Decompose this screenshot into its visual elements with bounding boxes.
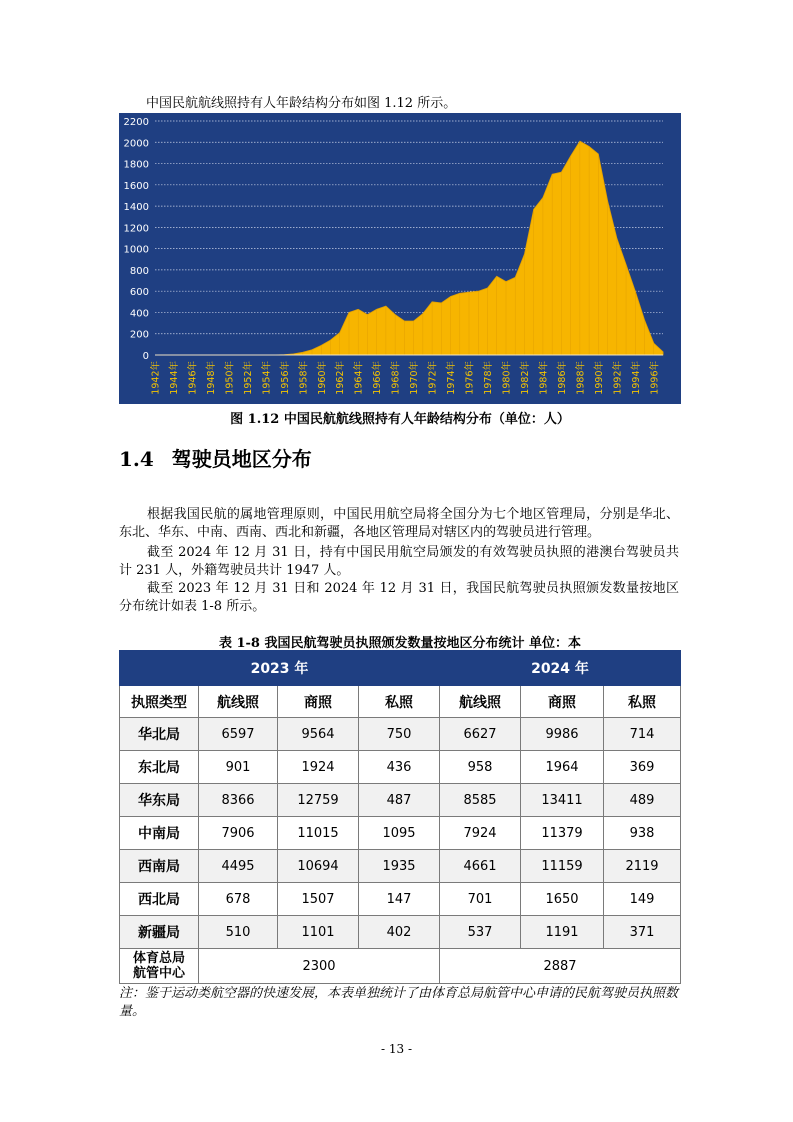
row-label: 华东局 <box>120 784 199 817</box>
x-tick-label: 1978年 <box>483 361 495 395</box>
paragraph-3: 截至 2023 年 12 月 31 日和 2024 年 12 月 31 日，我国民航驾驶员执照颁发数量按地区分布统计如表 1-8 所示。 <box>119 581 679 614</box>
x-tick-label: 1970年 <box>409 361 421 395</box>
table-cell: 938 <box>604 817 681 850</box>
table-cell: 958 <box>440 751 521 784</box>
table-row <box>120 817 681 850</box>
table-cell: 7906 <box>199 817 278 850</box>
row-label: 新疆局 <box>120 916 199 949</box>
age-distribution-chart <box>119 113 681 404</box>
table-cell: 1191 <box>521 916 604 949</box>
table-cell: 714 <box>604 718 681 751</box>
table-cell: 13411 <box>521 784 604 817</box>
y-tick-label: 1400 <box>123 202 149 214</box>
x-tick-label: 1950年 <box>224 361 236 395</box>
page-number: - 13 - <box>380 1042 412 1056</box>
table-row-sports <box>120 949 681 984</box>
table-cell: 402 <box>359 916 440 949</box>
section-number: 1.4 <box>119 447 154 471</box>
x-tick-label: 1942年 <box>150 361 162 395</box>
table-cell-merged-2024: 2887 <box>440 949 681 984</box>
table-cell: 149 <box>604 883 681 916</box>
table-cell: 1924 <box>278 751 359 784</box>
col-airline-2024: 航线照 <box>440 686 521 718</box>
x-tick-label: 1996年 <box>649 361 661 395</box>
y-tick-label: 1600 <box>123 180 149 192</box>
paragraph-2: 截至 2024 年 12 月 31 日，持有中国民用航空局颁发的有效驾驶员执照的港澳台驾驶员共计 231 人，外籍驾驶员共计 1947 人。 <box>119 545 679 578</box>
license-table <box>119 650 681 984</box>
section-title: 驾驶员地区分布 <box>171 447 312 471</box>
x-tick-label: 1994年 <box>630 361 642 395</box>
x-tick-label: 1990年 <box>593 361 605 395</box>
table-cell: 1101 <box>278 916 359 949</box>
y-tick-label: 200 <box>129 329 149 341</box>
table-cell: 1507 <box>278 883 359 916</box>
y-tick-label: 2000 <box>123 138 149 150</box>
table-cell: 6597 <box>199 718 278 751</box>
table-cell: 147 <box>359 883 440 916</box>
table-cell: 12759 <box>278 784 359 817</box>
y-tick-label: 600 <box>129 287 149 299</box>
table-cell: 11015 <box>278 817 359 850</box>
table-cell: 1095 <box>359 817 440 850</box>
y-tick-label: 0 <box>142 351 149 362</box>
row-label-line1: 体育总局 <box>132 951 185 966</box>
table-cell: 510 <box>199 916 278 949</box>
table-cell: 1935 <box>359 850 440 883</box>
table-cell: 537 <box>440 916 521 949</box>
paragraph-1: 根据我国民航的属地管理原则，中国民用航空局将全国分为七个地区管理局，分别是华北、东北、华东、中南、西南、西北和新疆，各地区管理局对辖区内的驾驶员进行管理。 <box>119 507 679 540</box>
table-cell: 9986 <box>521 718 604 751</box>
x-tick-label: 1986年 <box>556 361 568 395</box>
x-tick-label: 1956年 <box>279 361 291 395</box>
table-row <box>120 751 681 784</box>
table-cell: 487 <box>359 784 440 817</box>
x-tick-label: 1988年 <box>575 361 587 395</box>
year-2023-header: 2023 年 <box>120 651 440 686</box>
x-tick-label: 1964年 <box>353 361 365 395</box>
x-tick-label: 1954年 <box>261 361 273 395</box>
x-tick-label: 1968年 <box>390 361 402 395</box>
table-cell: 436 <box>359 751 440 784</box>
table-cell: 701 <box>440 883 521 916</box>
x-tick-label: 1992年 <box>612 361 624 395</box>
column-header-row <box>120 686 681 718</box>
table-cell: 1650 <box>521 883 604 916</box>
x-tick-label: 1958年 <box>298 361 310 395</box>
table-cell: 8366 <box>199 784 278 817</box>
table-note: 注：鉴于运动类航空器的快速发展，本表单独统计了由体育总局航管中心申请的民航驾驶员执照数量。 <box>119 986 679 1019</box>
table-cell: 11159 <box>521 850 604 883</box>
col-private-2024: 私照 <box>604 686 681 718</box>
table-cell: 11379 <box>521 817 604 850</box>
table-cell: 7924 <box>440 817 521 850</box>
year-2024-header: 2024 年 <box>440 651 681 686</box>
table-cell: 10694 <box>278 850 359 883</box>
table-cell: 489 <box>604 784 681 817</box>
row-label: 华北局 <box>120 718 199 751</box>
table-cell-merged-2023: 2300 <box>199 949 440 984</box>
x-tick-label: 1974年 <box>446 361 458 395</box>
table-row <box>120 784 681 817</box>
x-tick-label: 1944年 <box>168 361 180 395</box>
table-row <box>120 916 681 949</box>
table-row <box>120 850 681 883</box>
y-tick-label: 1000 <box>123 244 149 256</box>
x-tick-label: 1982年 <box>519 361 531 395</box>
y-tick-label: 2200 <box>123 117 149 128</box>
intro-text: 中国民航航线照持有人年龄结构分布如图 1.12 所示。 <box>146 96 457 111</box>
table-cell: 369 <box>604 751 681 784</box>
col-airline-2023: 航线照 <box>199 686 278 718</box>
table-cell: 901 <box>199 751 278 784</box>
section-heading <box>119 443 312 472</box>
x-tick-label: 1966年 <box>372 361 384 395</box>
y-tick-label: 1800 <box>123 159 149 171</box>
table-cell: 1964 <box>521 751 604 784</box>
x-tick-label: 1952年 <box>242 361 254 395</box>
x-tick-label: 1976年 <box>464 361 476 395</box>
y-tick-label: 1200 <box>123 223 149 235</box>
col-commercial-2023: 商照 <box>278 686 359 718</box>
x-tick-label: 1972年 <box>427 361 439 395</box>
y-tick-label: 400 <box>129 308 149 320</box>
row-label: 东北局 <box>120 751 199 784</box>
row-label: 中南局 <box>120 817 199 850</box>
table-cell: 2119 <box>604 850 681 883</box>
col-private-2023: 私照 <box>359 686 440 718</box>
table-cell: 9564 <box>278 718 359 751</box>
row-label: 西北局 <box>120 883 199 916</box>
x-tick-label: 1962年 <box>335 361 347 395</box>
table-row <box>120 718 681 751</box>
x-tick-label: 1946年 <box>187 361 199 395</box>
table-row <box>120 883 681 916</box>
table-cell: 6627 <box>440 718 521 751</box>
table-caption: 表 1-8 我国民航驾驶员执照颁发数量按地区分布统计 单位：本 <box>218 636 582 651</box>
x-tick-label: 1980年 <box>501 361 513 395</box>
row-label <box>120 949 199 984</box>
table-cell: 4661 <box>440 850 521 883</box>
license-type-header: 执照类型 <box>120 686 199 718</box>
row-label-line2: 航管中心 <box>132 966 185 981</box>
table-cell: 4495 <box>199 850 278 883</box>
col-commercial-2024: 商照 <box>521 686 604 718</box>
x-tick-label: 1960年 <box>316 361 328 395</box>
table-cell: 8585 <box>440 784 521 817</box>
row-label: 西南局 <box>120 850 199 883</box>
y-tick-label: 800 <box>129 265 149 277</box>
x-tick-label: 1984年 <box>538 361 550 395</box>
x-tick-label: 1948年 <box>205 361 217 395</box>
table-cell: 371 <box>604 916 681 949</box>
table-cell: 678 <box>199 883 278 916</box>
table-cell: 750 <box>359 718 440 751</box>
figure-caption: 图 1.12 中国民航航线照持有人年龄结构分布（单位：人） <box>230 412 570 427</box>
year-header-row <box>120 651 681 686</box>
